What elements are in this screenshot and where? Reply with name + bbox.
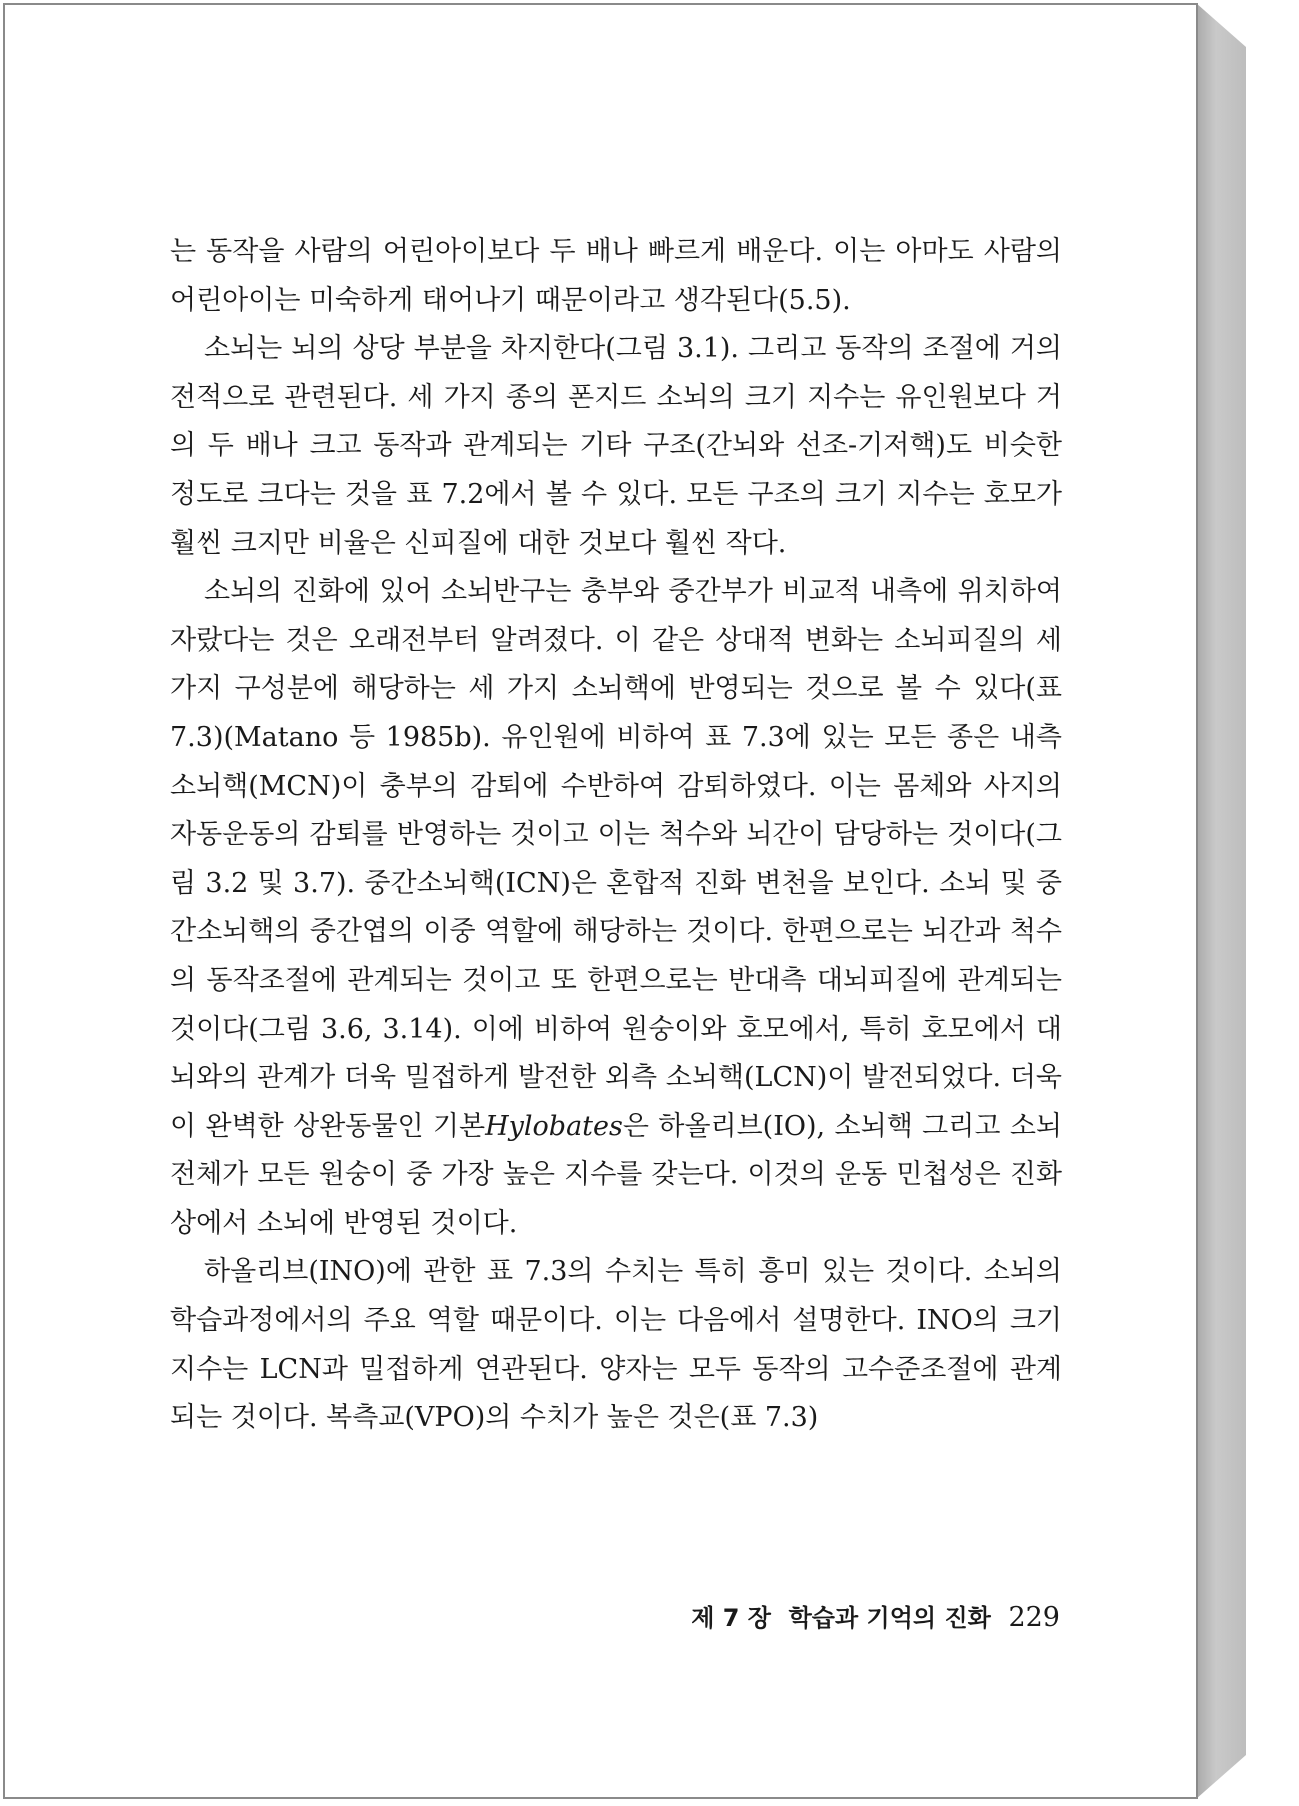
chapter-title: 학습과 기억의 진화 (788, 1604, 991, 1632)
body-text (170, 228, 1062, 1443)
paragraph-cerebellum-size: 소뇌는 뇌의 상당 부분을 차지한다(그림 3.1). 그리고 동작의 조절에 거의 전적으로 관련된다. 세 가지 종의 폰지드 소뇌의 크기 지수는 유인원보다 거의 두 배나 크고 동작과 관계되는 기타 구조(간뇌와 선조-기저핵)도 비슷한 정도로 크다는 것을 표 7.2에서 볼 수 있다. 모든 구조의 크기 지수는 호모가 훨씬 크지만 비율은 신피질에 대한 것보다 훨씬 작다. (170, 333, 1062, 559)
book-spine-edge (1196, 3, 1246, 1799)
page-number: 229 (1008, 1602, 1060, 1633)
paragraph-inferior-olive: 하올리브(INO)에 관한 표 7.3의 수치는 특히 흥미 있는 것이다. 소뇌의 학습과정에서의 주요 역할 때문이다. 이는 다음에서 설명한다. INO의 크기 지수는 LCN과 밀접하게 연관된다. 양자는 모두 동작의 고수준조절에 관계되는 것이다. 복측교(VPO)의 수치가 높은 것은(표 7.3) (170, 1256, 1062, 1434)
paragraph-cerebellum-evolution (170, 568, 1062, 1248)
genus-name-italic: Hylobates (485, 1110, 623, 1142)
paragraph-text-part: 은 하올리브(IO), 소뇌핵 그리고 소뇌 전체가 모든 원숭이 중 가장 높은 지수를 갖는다. 이것의 운동 민첩성은 진화상에서 소뇌에 반영된 것이다. (170, 1110, 1062, 1239)
running-footer (660, 1598, 1060, 1633)
chapter-label: 제 7 장 (691, 1604, 771, 1632)
paragraph-text-part: 소뇌의 진화에 있어 소뇌반구는 충부와 중간부가 비교적 내측에 위치하여 자랐다는 것은 오래전부터 알려졌다. 이 같은 상대적 변화는 소뇌피질의 세 가지 구성분에 해당하는 세 가지 소뇌핵에 반영되는 것으로 볼 수 있다(표 7.3)(Matano 등 1985b). 유인원에 비하여 표 7.3에 있는 모든 종은 내측소뇌핵(MCN)이 충부의 감퇴에 수반하여 감퇴하였다. 이는 몸체와 사지의 자동운동의 감퇴를 반영하는 것이고 이는 척수와 뇌간이 담당하는 것이다(그림 3.2 및 3.7). 중간소뇌핵(ICN)은 혼합적 진화 변천을 보인다. 소뇌 및 중간소뇌핵의 중간엽의 이중 역할에 해당하는 것이다. 한편으로는 뇌간과 척수의 동작조절에 관계되는 것이고 또 한편으로는 반대측 대뇌피질에 관계되는 것이다(그림 3.6, 3.14). 이에 비하여 원숭이와 호모에서, 특히 호모에서 대뇌와의 관계가 더욱 밀접하게 발전한 외측 소뇌핵(LCN)이 발전되었다. 더욱이 완벽한 상완동물인 기본 (170, 576, 1062, 1142)
paragraph-continuation: 는 동작을 사람의 어린아이보다 두 배나 빠르게 배운다. 이는 아마도 사람의 어린아이는 미숙하게 태어나기 때문이라고 생각된다(5.5). (170, 236, 1062, 316)
